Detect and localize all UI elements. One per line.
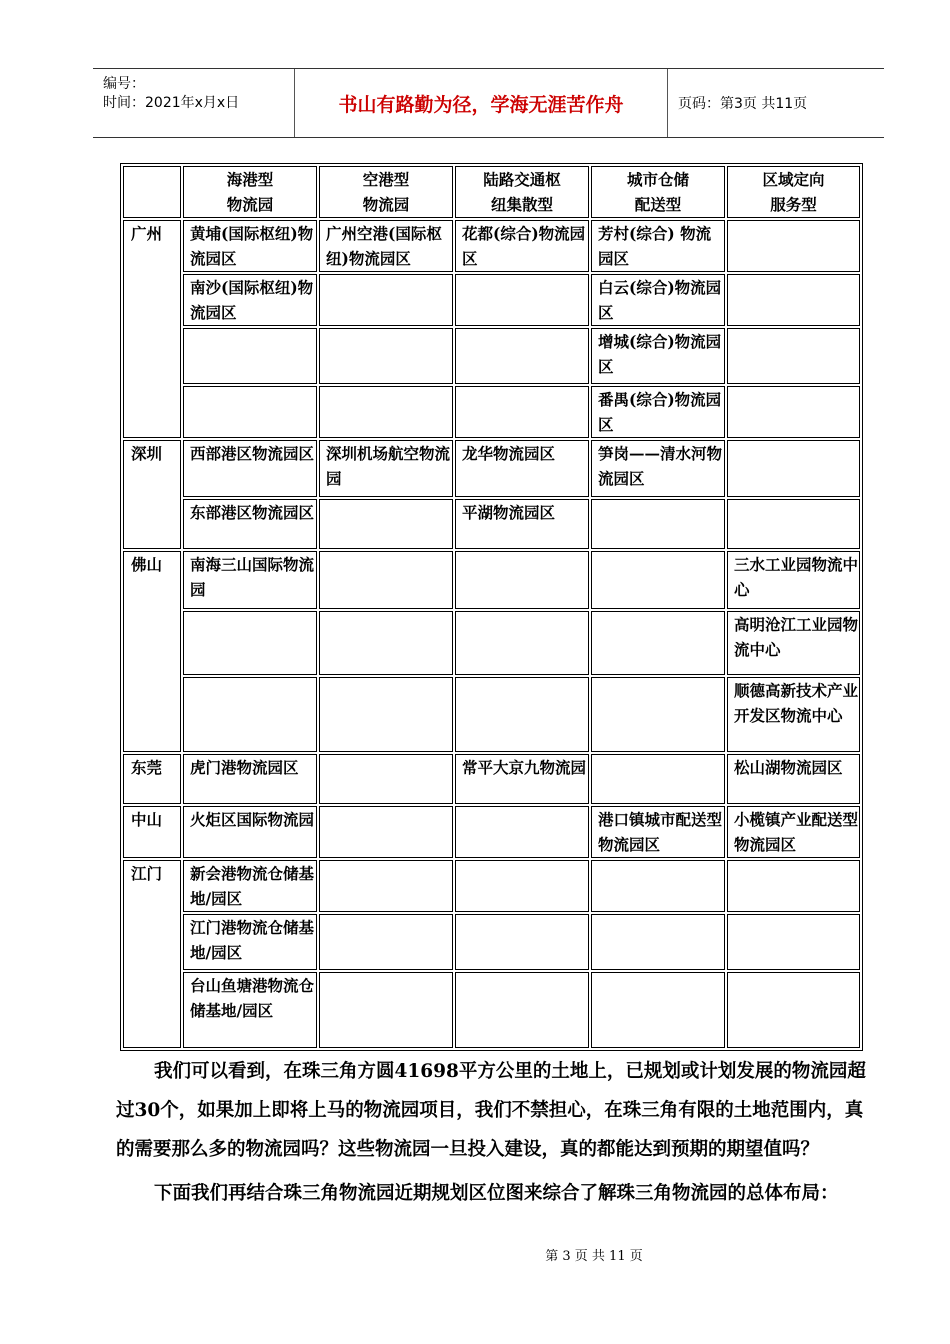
table-row [123,677,860,752]
table-cell [455,274,589,326]
table-row [123,754,860,804]
table-cell [455,611,589,675]
table-cell: 芳村(综合) 物流园区 [591,220,725,272]
table-cell: 龙华物流园区 [455,440,589,497]
body-paragraph-2 [116,1180,876,1208]
table-row [123,860,860,912]
table-row [123,972,860,1048]
table-cell [455,328,589,384]
table-cell [727,274,860,326]
table-row [123,914,860,970]
footer-page-number: 第 3 页 共 11 页 [545,1249,643,1264]
table-row [123,551,860,609]
table-cell: 港口镇城市配送型物流园区 [591,806,725,858]
table-cell [727,914,860,970]
table-cell: 台山鱼塘港物流仓储基地/园区 [183,972,317,1048]
table-cell [319,328,453,384]
table-cell [591,860,725,912]
column-header [319,166,453,218]
document-time-label: 时间：2021年x月x日 [103,95,240,111]
column-header [455,166,589,218]
table-cell: 常平大京九物流园 [455,754,589,804]
city-cell: 江门 [123,860,181,1048]
table-cell [591,551,725,609]
table-cell: 南沙(国际枢纽)物流园区 [183,274,317,326]
table-cell: 虎门港物流园区 [183,754,317,804]
header-page-code: 页码：第3页 共11页 [678,96,808,112]
table-cell [455,806,589,858]
page-footer [0,1245,950,1264]
table-cell [319,972,453,1048]
table-cell [591,754,725,804]
table-cell: 平湖物流园区 [455,499,589,549]
table-row [123,611,860,675]
column-header [591,166,725,218]
table-cell [591,914,725,970]
table-cell [319,611,453,675]
table-cell: 广州空港(国际枢纽)物流园区 [319,220,453,272]
table-cell: 东部港区物流园区 [183,499,317,549]
table-cell [455,914,589,970]
column-header [183,166,317,218]
table-cell [727,499,860,549]
table-cell [319,499,453,549]
table-row [123,328,860,384]
table-cell [591,677,725,752]
table-cell [319,386,453,438]
header-meta [93,69,295,137]
column-header-text: 海港型 物流园 [226,170,274,214]
table-cell: 笋岗——清水河物流园区 [591,440,725,497]
body-paragraph-2-text: 下面我们再结合珠三角物流园近期规划区位图来综合了解珠三角物流园的总体布局： [154,1183,839,1204]
column-header-text: 区域定向 服务型 [762,170,825,214]
table-cell: 花都(综合)物流园区 [455,220,589,272]
table-cell [319,754,453,804]
table-cell [319,677,453,752]
table-cell [727,972,860,1048]
table-header-row [123,166,860,218]
table-cell: 南海三山国际物流园 [183,551,317,609]
city-cell: 佛山 [123,551,181,752]
table-cell: 白云(综合)物流园区 [591,274,725,326]
table-cell: 高明沧江工业园物流中心 [727,611,860,675]
column-header-text: 城市仓储 配送型 [626,170,689,214]
table-cell [727,220,860,272]
table-cell [727,386,860,438]
table-cell [591,499,725,549]
table-cell: 深圳机场航空物流园 [319,440,453,497]
city-cell: 深圳 [123,440,181,549]
table-row [123,220,860,272]
table-cell: 增城(综合)物流园区 [591,328,725,384]
table-cell [183,677,317,752]
table-cell [455,551,589,609]
column-header [727,166,860,218]
table-cell [183,386,317,438]
header-motto-cell [295,69,668,137]
header-page-cell [668,69,884,137]
table-cell: 小榄镇产业配送型物流园区 [727,806,860,858]
column-header [123,166,181,218]
table-cell [455,386,589,438]
logistics-park-table [120,163,863,1051]
table-cell: 西部港区物流园区 [183,440,317,497]
table-cell [591,611,725,675]
table-cell [319,914,453,970]
city-cell: 广州 [123,220,181,438]
table-cell [455,860,589,912]
table-cell [183,328,317,384]
table-cell [319,860,453,912]
table-cell: 松山湖物流园区 [727,754,860,804]
body-paragraph-1-text: 我们可以看到，在珠三角方圆41698平方公里的土地上，已规划或计划发展的物流园超过30个，如果加上即将上马的物流园项目，我们不禁担心，在珠三角有限的土地范围内，真的需要那么多的物流园吗？这些物流园一旦投入建设，真的都能达到预期的期望值吗？ [116,1061,866,1160]
column-header-text: 空港型 物流园 [362,170,410,214]
city-cell: 中山 [123,806,181,858]
column-header-text: 陆路交通枢 纽集散型 [483,170,561,214]
table-row [123,386,860,438]
table-cell [727,440,860,497]
header-motto: 书山有路勤为径，学海无涯苦作舟 [338,93,624,116]
table-cell [183,611,317,675]
table-cell: 顺德高新技术产业开发区物流中心 [727,677,860,752]
table-cell [455,972,589,1048]
table-cell [591,972,725,1048]
table-cell: 新会港物流仓储基地/园区 [183,860,317,912]
table-cell [319,806,453,858]
table-cell: 三水工业园物流中心 [727,551,860,609]
document-number-label: 编号： [103,76,145,92]
table-cell [319,551,453,609]
table-row [123,806,860,858]
body-paragraph-1 [116,1052,876,1169]
table-cell: 江门港物流仓储基地/园区 [183,914,317,970]
table-cell: 火炬区国际物流园 [183,806,317,858]
page-header [93,68,884,138]
table-cell [455,677,589,752]
table-row [123,274,860,326]
city-cell: 东莞 [123,754,181,804]
table-cell [727,860,860,912]
table-row [123,499,860,549]
table-row [123,440,860,497]
table-cell: 黄埔(国际枢纽)物流园区 [183,220,317,272]
table-cell: 番禺(综合)物流园区 [591,386,725,438]
table-cell [319,274,453,326]
table-cell [727,328,860,384]
